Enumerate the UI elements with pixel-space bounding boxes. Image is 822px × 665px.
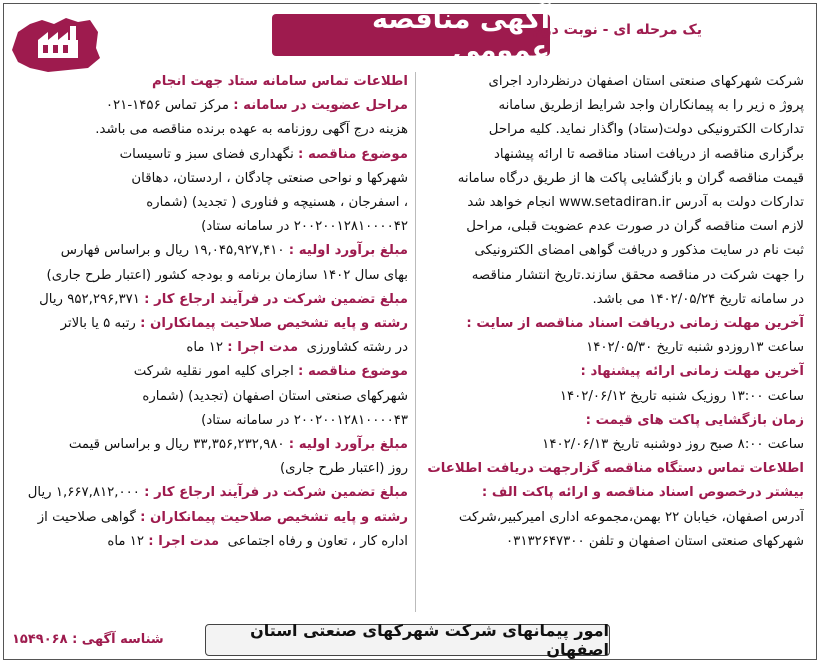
setad-contact-heading: اطلاعات تماس سامانه ستاد جهت انجام	[152, 74, 408, 89]
intro-line: در سامانه تاریخ ۱۴۰۲/۰۵/۲۴ می باشد.	[592, 291, 804, 307]
contact-address: آدرس اصفهان، خیابان ۲۲ بهمن،مجموعه اداری امیرکبیر،شرکت	[458, 509, 804, 525]
subject1-label: موضوع مناقصه :	[298, 146, 408, 162]
intro-line: قیمت مناقصه گران و بازگشایی پاکت ها از طریق درگاه سامانه	[457, 170, 804, 186]
right-column	[424, 70, 804, 554]
bid-deadline-heading: آخرین مهلت زمانی ارائه پیشنهاد :	[580, 364, 804, 380]
membership-value: مرکز تماس ۱۴۵۶-۰۲۱	[105, 98, 229, 114]
duration2-label: مدت اجرا :	[148, 533, 220, 549]
ad-id: شناسه آگهی : ۱۵۴۹۰۶۸	[12, 632, 164, 647]
duration1-value: ۱۲ ماه	[186, 340, 224, 356]
ad-cost-note: هزینه درج آگهی روزنامه به عهده برنده مناقصه می باشد.	[95, 122, 408, 138]
company-footer: امور پیمانهای شرکت شهرکهای صنعتی استان اصفهان	[205, 624, 610, 656]
subject1-line: ۲۰۰۲۰۰۱۲۸۱۰۰۰۰۴۲ در سامانه ستاد)	[201, 219, 408, 235]
subject2-line: شهرکهای صنعتی استان اصفهان (تجدید) (شماره	[142, 388, 408, 404]
qualification1-line: در رشته کشاورزی	[306, 340, 408, 356]
estimate1-value: ۱۹,۰۴۵,۹۲۷,۴۱۰ ریال و براساس فهارس	[60, 243, 285, 259]
opening-value: ساعت ۸:۰۰ صبح روز دوشنبه تاریخ ۱۴۰۲/۰۶/۱۳	[542, 437, 804, 453]
notice-title: آگهی مناقصه عمومی	[272, 14, 550, 56]
column-divider	[415, 72, 416, 612]
qualification1-label: رشته و پایه تشخیص صلاحیت پیمانکاران :	[140, 316, 408, 332]
qualification1-value: رتبه ۵ یا بالاتر	[60, 316, 136, 332]
factory-logo-icon	[8, 10, 104, 76]
guarantee2-value: ۱,۶۶۷,۸۱۲,۰۰۰ ریال	[27, 485, 140, 501]
estimate2-label: مبلغ برآورد اولیه :	[288, 437, 408, 453]
subject2-value: اجرای کلیه امور نقلیه شرکت	[133, 364, 294, 380]
subject2-label: موضوع مناقصه :	[298, 364, 408, 380]
estimate2-line: روز (اعتبار طرح جاری)	[279, 461, 408, 477]
contact-heading: اطلاعات تماس دستگاه مناقصه گزارجهت دریافت اطلاعات	[427, 461, 804, 477]
duration1-label: مدت اجرا :	[227, 340, 299, 356]
left-column	[8, 70, 408, 554]
notice-subtitle: یک مرحله ای - نوبت دوم	[532, 22, 702, 38]
subject1-value: نگهداری فضای سبز و تاسیسات	[119, 146, 294, 162]
qualification2-value: گواهی صلاحیت از	[37, 509, 136, 525]
intro-line: ثبت نام در سایت مذکور و دریافت گواهی امضای الکترونیکی	[474, 243, 804, 259]
estimate1-label: مبلغ برآورد اولیه :	[288, 243, 408, 259]
contact-heading: بیشتر درخصوص اسناد مناقصه و ارائه پاکت الف :	[481, 485, 804, 501]
subject1-line: شهرکها و نواحی صنعتی چادگان ، اردستان، دهاقان	[131, 170, 408, 186]
intro-line: پروژ ه زیر را به پیمانکاران واجد شرایط ازطریق سامانه	[498, 98, 804, 114]
estimate2-value: ۳۳,۳۵۶,۲۳۲,۹۸۰ ریال و براساس قیمت	[68, 437, 285, 453]
qualification2-label: رشته و پایه تشخیص صلاحیت پیمانکاران :	[140, 509, 408, 525]
guarantee1-label: مبلغ تضمین شرکت در فرآیند ارجاع کار :	[144, 291, 408, 307]
membership-label: مراحل عضویت در سامانه :	[233, 98, 408, 114]
opening-heading: زمان بازگشایی پاکت های قیمت :	[585, 412, 804, 428]
docs-deadline-heading: آخرین مهلت زمانی دریافت اسناد مناقصه از سایت :	[466, 316, 804, 332]
contact-address: شهرکهای صنعتی استان اصفهان و تلفن ۰۳۱۳۲۶۴۷۳۰۰	[506, 533, 804, 549]
intro-line: لازم است مناقصه گران در صورت عدم عضویت قبلی، مراحل	[466, 219, 804, 235]
intro-line: شرکت شهرکهای صنعتی استان اصفهان درنظردارد اجرای	[488, 74, 804, 89]
duration2-value: ۱۲ ماه	[107, 533, 145, 549]
intro-line: را جهت شرکت در مناقصه محقق سازند.تاریخ انتشار مناقصه	[471, 267, 804, 283]
intro-line: برگزاری مناقصه از دریافت اسناد مناقصه تا ارائه پیشنهاد	[494, 146, 804, 162]
bid-deadline-value: ساعت ۱۳:۰۰ روزیک شنبه تاریخ ۱۴۰۲/۰۶/۱۲	[559, 388, 804, 404]
guarantee1-value: ۹۵۲,۲۹۶,۳۷۱ ریال	[39, 291, 140, 307]
qualification2-line: اداره کار ، تعاون و رفاه اجتماعی	[227, 533, 408, 549]
intro-line: تدارکات الکترونیکی دولت(ستاد) واگذار نماید. کلیه مراحل	[488, 122, 804, 138]
intro-line: تدارکات دولت به آدرس www.setadiran.ir انجام خواهد شد	[467, 195, 804, 211]
guarantee2-label: مبلغ تضمین شرکت در فرآیند ارجاع کار :	[144, 485, 408, 501]
subject1-line: ، اسفرجان ، هسنیچه و فناوری ( تجدید) (شماره	[146, 195, 408, 211]
docs-deadline-value: ساعت ۱۳روزدو شنبه تاریخ ۱۴۰۲/۰۵/۳۰	[586, 340, 804, 356]
subject2-line: ۲۰۰۲۰۰۱۲۸۱۰۰۰۰۴۳ در سامانه ستاد)	[201, 412, 408, 428]
estimate1-line: بهای سال ۱۴۰۲ سازمان برنامه و بودجه کشور (اعتبار طرح جاری)	[46, 267, 408, 283]
